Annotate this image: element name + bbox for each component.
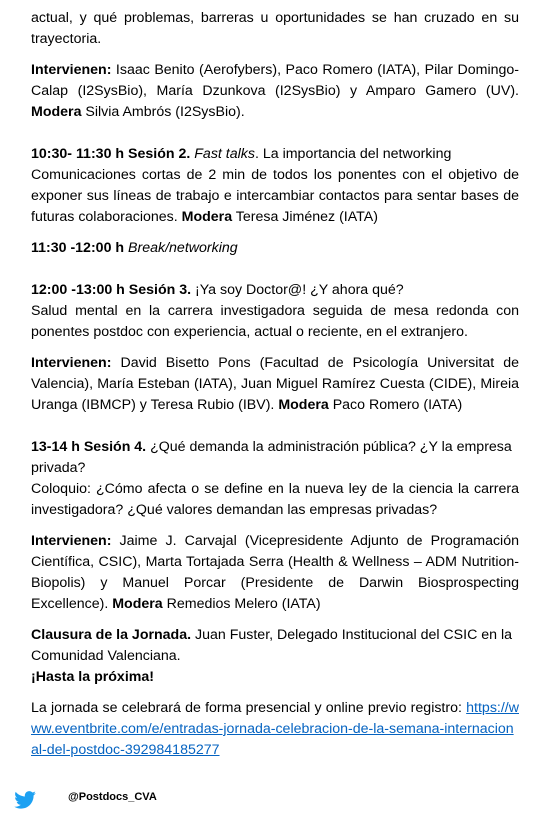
session2-description: Comunicaciones cortas de 2 min de todos los ponentes con el objetivo de exponer sus líneas de trabajo e intercambiar contactos para sentar bases de futuras colaboraciones. Modera Teresa Jiménez (IATA) xyxy=(31,167,519,225)
session3-time: 12:00 -13:00 h Sesión 3. xyxy=(31,282,192,298)
twitter-bird-icon xyxy=(14,791,36,809)
session4-speakers: Intervienen: Jaime J. Carvajal (Vicepresidente Adjunto de Programación Científica, CSIC), Marta Tortajada Serra (Health & Wellness – ADM Nutrition-Biopolis) y Manuel Porcar (Presidente de Darwin Biosprospecting Excellence). Modera Remedios Melero (IATA) xyxy=(31,533,519,612)
closing-label: Clausura de la Jornada. xyxy=(31,627,192,643)
farewell: ¡Hasta la próxima! xyxy=(31,669,154,685)
session3-speakers: Intervienen: David Bisetto Pons (Facultad de Psicología Universitat de Valencia), María Esteban (IATA), Juan Miguel Ramírez Cuesta (CIDE), Mireia Uranga (IBMCP) y Teresa Rubio (IBV). Modera Paco Romero (IATA) xyxy=(31,355,519,413)
break-line: 11:30 -12:00 h Break/networking xyxy=(31,240,238,256)
moderator-label: Modera xyxy=(31,104,82,120)
moderator-label: Modera xyxy=(181,209,233,225)
speakers-label: Intervienen: xyxy=(31,355,112,371)
registration-paragraph: La jornada se celebrará de forma presencial y online previo registro: https://www.eventbrite.com/e/entradas-jornada-celebracion-de-la-semana-internacional-del-postdoc-392984185277 xyxy=(31,700,519,758)
speakers-label: Intervienen: xyxy=(31,62,112,78)
session4-heading: 13-14 h Sesión 4. ¿Qué demanda la administración pública? ¿Y la empresa privada? xyxy=(31,439,512,476)
speakers-label: Intervienen: xyxy=(31,533,112,549)
session1-intro-tail: actual, y qué problemas, barreras u oportunidades se han cruzado en su trayectoria. xyxy=(31,10,519,47)
closing-paragraph: Clausura de la Jornada. Juan Fuster, Delegado Institucional del CSIC en la Comunidad Valenciana. xyxy=(31,627,513,664)
twitter-handle: @Postdocs_CVA xyxy=(68,791,157,803)
moderator-label: Modera xyxy=(278,397,329,413)
session4-time: 13-14 h Sesión 4. xyxy=(31,439,147,455)
footer xyxy=(14,789,314,811)
registration-link[interactable]: https://www.eventbrite.com/e/entradas-jornada-celebracion-de-la-semana-internacional-del-postdoc-392984185277 xyxy=(31,700,519,758)
session3-description: Salud mental en la carrera investigadora seguida de mesa redonda con ponentes postdoc con experiencia, actual o reciente, en el extranjero. xyxy=(31,303,519,340)
document-body xyxy=(31,8,519,761)
moderator-label: Modera xyxy=(112,596,163,612)
session1-speakers: Intervienen: Isaac Benito (Aerofybers), Paco Romero (IATA), Pilar Domingo-Calap (I2SysBio), María Dzunkova (I2SysBio) y Amparo Gamero (UV). Modera Silvia Ambrós (I2SysBio). xyxy=(31,62,519,120)
break-time: 11:30 -12:00 h xyxy=(31,240,125,256)
session4-description: Coloquio: ¿Cómo afecta o se define en la nueva ley de la ciencia la carrera investigadora? ¿Qué valores demandan las empresas privadas? xyxy=(31,481,519,518)
session2-heading: 10:30- 11:30 h Sesión 2. Fast talks. La importancia del networking xyxy=(31,146,452,162)
session2-time: 10:30- 11:30 h Sesión 2. xyxy=(31,146,191,162)
session3-heading: 12:00 -13:00 h Sesión 3. ¡Ya soy Doctor@! ¿Y ahora qué? xyxy=(31,282,404,298)
